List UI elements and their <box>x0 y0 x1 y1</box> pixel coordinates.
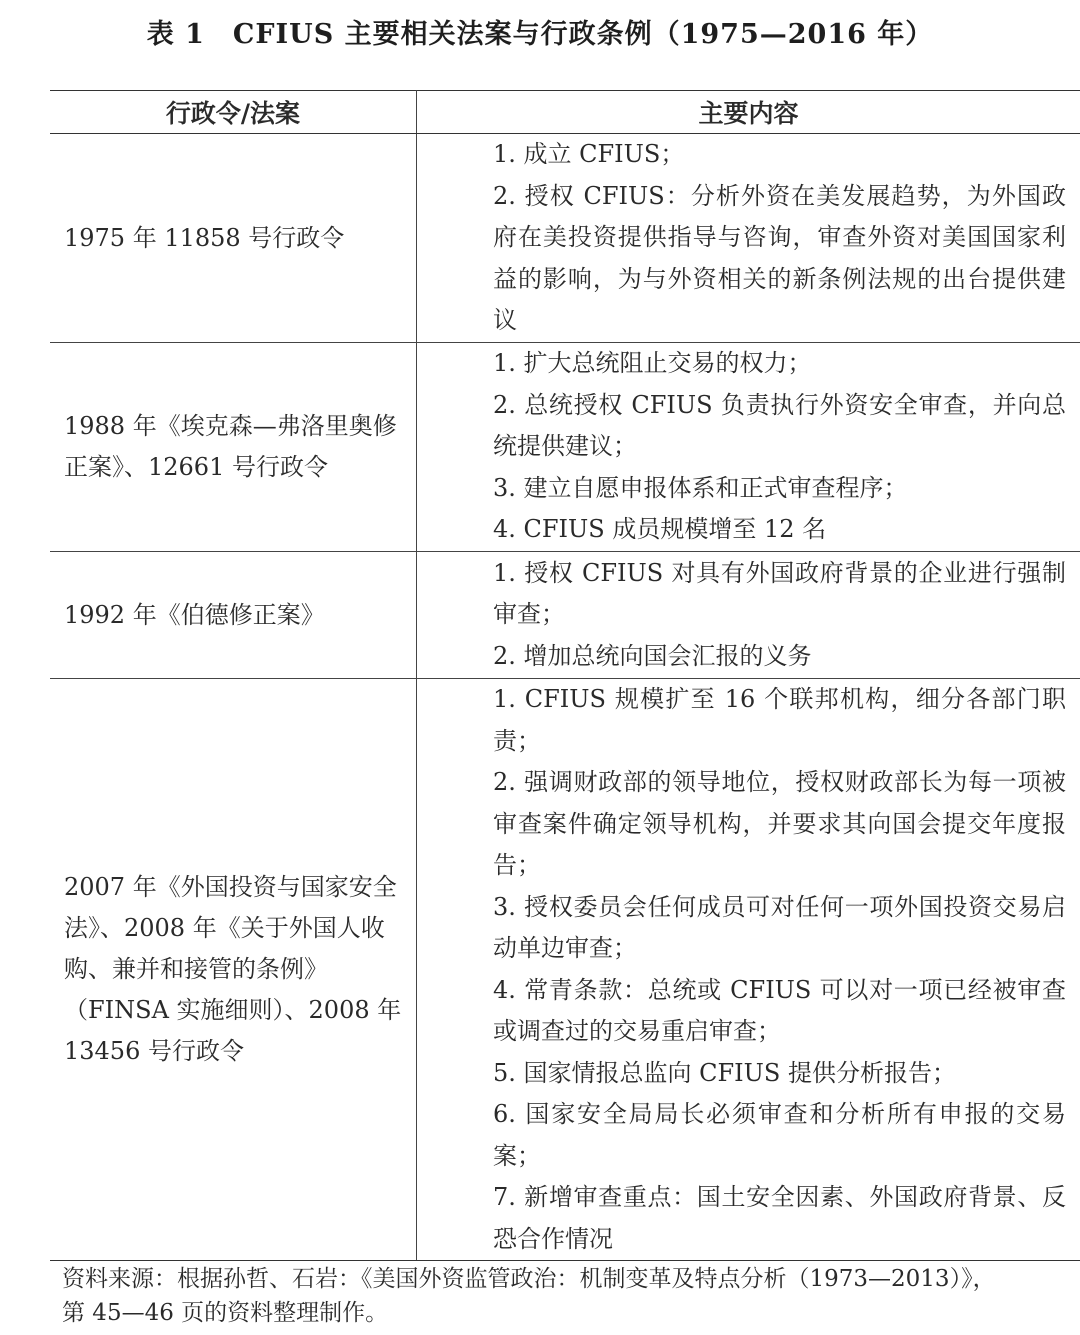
content-item: 2. 授权 CFIUS：分析外资在美发展趋势，为外国政府在美投资提供指导与咨询，审查外资对美国国家利益的影响，为与外资相关的新条例法规的出台提供建议 <box>493 181 1066 335</box>
content-item: 5. 国家情报总监向 CFIUS 提供分析报告； <box>493 1058 956 1087</box>
table-title: 表 1 CFIUS 主要相关法案与行政条例（1975—2016 年） <box>146 19 934 50</box>
content-item: 2. 增加总统向国会汇报的义务 <box>493 641 812 670</box>
content-item: 3. 建立自愿申报体系和正式审查程序； <box>493 473 908 502</box>
content-item: 2. 总统授权 CFIUS 负责执行外资安全审查，并向总统提供建议； <box>493 390 1066 461</box>
table-header-row <box>50 91 1080 134</box>
content-item: 1. CFIUS 规模扩至 16 个联邦机构，细分各部门职责； <box>493 685 1066 755</box>
table-row <box>50 552 1080 679</box>
law-cell: 1975 年 11858 号行政令 <box>50 134 417 343</box>
content-cell <box>417 552 1080 679</box>
content-item: 4. CFIUS 成员规模增至 12 名 <box>493 515 827 544</box>
content-item: 6. 国家安全局局长必须审查和分析所有申报的交易案； <box>493 1100 1066 1170</box>
content-item: 2. 强调财政部的领导地位，授权财政部长为每一项被审查案件确定领导机构，并要求其向国会提交年度报告； <box>493 768 1066 879</box>
content-item: 3. 授权委员会任何成员可对任何一项外国投资交易启动单边审查； <box>493 892 1066 962</box>
source-line: 资料来源：根据孙哲、石岩：《美国外资监管政治：机制变革及特点分析（1973—2013）》， <box>62 1266 996 1292</box>
content-item: 1. 授权 CFIUS 对具有外国政府背景的企业进行强制审查； <box>493 558 1066 629</box>
content-item: 1. 成立 CFIUS； <box>493 140 685 169</box>
table-row <box>50 679 1080 1261</box>
content-cell <box>417 679 1080 1261</box>
content-cell <box>417 134 1080 343</box>
table-row <box>50 134 1080 343</box>
law-cell: 1992 年《伯德修正案》 <box>50 552 417 679</box>
content-cell <box>417 343 1080 552</box>
content-item: 4. 常青条款：总统或 CFIUS 可以对一项已经被审查或调查过的交易重启审查； <box>493 975 1066 1045</box>
content-item: 1. 扩大总统阻止交易的权力； <box>493 349 812 378</box>
source-note <box>62 1262 1067 1330</box>
content-item: 7. 新增审查重点：国土安全因素、外国政府背景、反恐合作情况 <box>493 1183 1066 1253</box>
law-cell: 1988 年《埃克森—弗洛里奥修正案》、12661 号行政令 <box>50 343 417 552</box>
table-row <box>50 343 1080 552</box>
cfius-law-table <box>50 90 1080 1261</box>
header-law: 行政令/法案 <box>50 91 417 134</box>
law-cell: 2007 年《外国投资与国家安全法》、2008 年《关于外国人收购、兼并和接管的条例》（FINSA 实施细则）、2008 年 13456 号行政令 <box>50 679 417 1261</box>
header-content: 主要内容 <box>417 91 1080 134</box>
source-line: 第 45—46 页的资料整理制作。 <box>62 1300 389 1326</box>
